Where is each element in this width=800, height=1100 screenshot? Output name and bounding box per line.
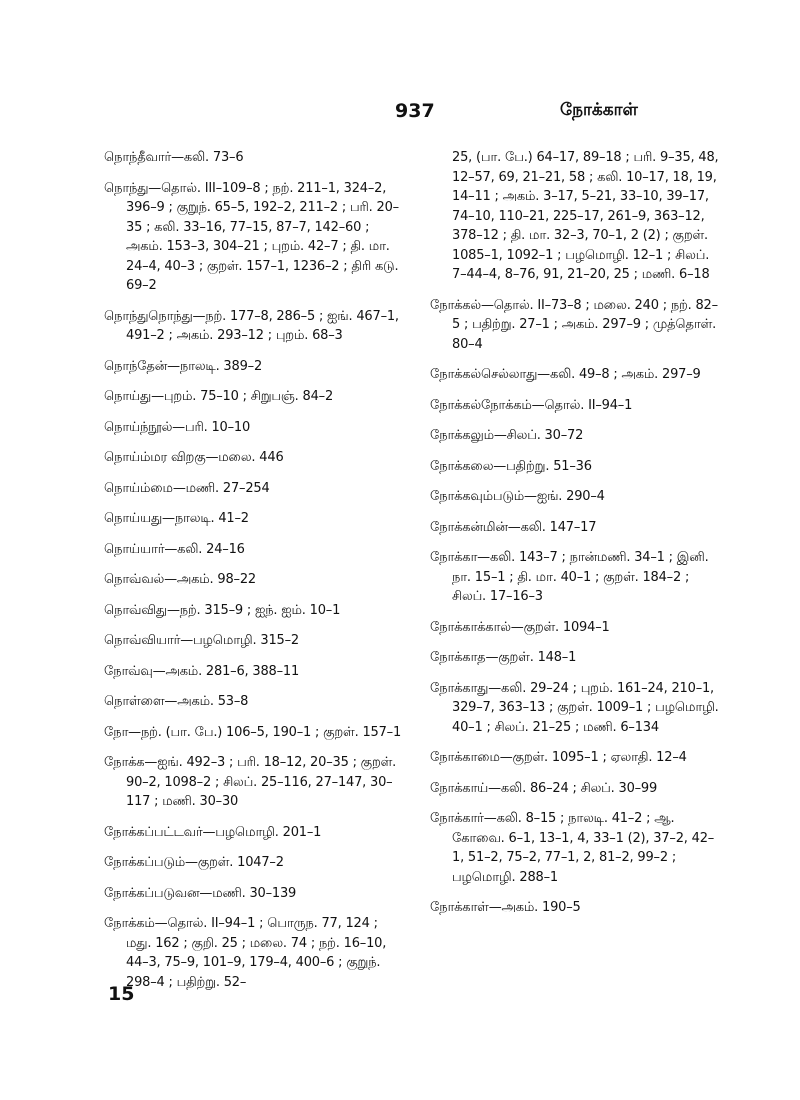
index-entry: நொய்து—புறம். 75–10 ; சிறுபஞ். 84–2 — [104, 389, 334, 404]
index-entry: நோக்காள்—அகம். 190–5 — [430, 900, 581, 915]
index-entry: நோக்கம்—தொல். II–94–1 ; பொருந. 77, 124 ; மது. 162 ; குறி. 25 ; மலை. 74 ; நற். 16–10, 44–3, 75–9, 101–9, 179–4, 400–6 ; குறுந். 298–4 ; பதிற்று. 52– — [104, 916, 387, 990]
index-entry: நோக்கன்மின்—கலி. 147–17 — [430, 519, 597, 535]
index-entry: நோவ்வு—அகம். 281–6, 388–11 — [104, 663, 300, 679]
index-entry: நோக்காத—குறள். 148–1 — [430, 650, 577, 665]
index-entry: நொவ்விது—நற். 315–9 ; ஐந். ஐம். 10–1 — [104, 602, 341, 618]
index-entry: நோக்கப்பட்டவர்—பழமொழி. 201–1 — [104, 824, 322, 840]
index-entry: நோக்கார்—கலி. 8–15 ; நாலடி. 41–2 ; ஆ. கோவை. 6–1, 13–1, 4, 33–1 (2), 37–2, 42–1, 51–2, 75–2, 77–1, 2, 81–2, 99–2 ; பழமொழி. 288–1 — [430, 811, 715, 885]
index-entry: நோக்கல்—தொல். II–73–8 ; மலை. 240 ; நற். 82–5 ; பதிற்று. 27–1 ; அகம். 297–9 ; முத்தொள். 80–4 — [430, 297, 718, 352]
right-column — [430, 148, 720, 929]
signature-number: 15 — [108, 983, 135, 1005]
index-entry: நோக்காமை—குறள். 1095–1 ; ஏலாதி. 12–4 — [430, 750, 687, 765]
index-entry: நோக்காக்கால்—குறள். 1094–1 — [430, 619, 610, 635]
index-entry: நோக்கப்படுவன—மணி. 30–139 — [104, 885, 297, 901]
index-entry: நோ—நற். (பா. பே.) 106–5, 190–1 ; குறள். 157–1 — [104, 724, 402, 740]
index-entry: நொவ்வல்—அகம். 98–22 — [104, 572, 256, 587]
index-entry: நொய்ம்மை—மணி. 27–254 — [104, 480, 270, 496]
index-entry: நோக்காய்—கலி. 86–24 ; சிலப். 30–99 — [430, 780, 658, 796]
index-entry: நோக்கல்செல்லாது—கலி. 49–8 ; அகம். 297–9 — [430, 367, 701, 382]
index-entry: நொந்தேன்—நாலடி. 389–2 — [104, 358, 263, 374]
index-entry: நோக்கல்நோக்கம்—தொல். II–94–1 — [430, 397, 633, 413]
index-entry: நொய்யார்—கலி. 24–16 — [104, 541, 245, 557]
index-entry: நொந்து—தொல். III–109–8 ; நற். 211–1, 324–2, 396–9 ; குறுந். 65–5, 192–2, 211–2 ; பரி. 20–35 ; கலி. 33–16, 77–15, 87–7, 142–60 ; அகம். 153–3, 304–21 ; புறம். 42–7 ; தி. மா. 24–4, 40–3 ; குறள். 157–1, 1236–2 ; திரி கடு. 69–2 — [104, 180, 399, 293]
left-column — [104, 148, 404, 1003]
index-entry: நோக்கலை—பதிற்று. 51–36 — [430, 458, 592, 474]
index-entry: நோக்கலும்—சிலப். 30–72 — [430, 428, 584, 443]
index-entry: நொய்ம்மர விறகு—மலை. 446 — [104, 450, 284, 465]
page-number: 937 — [395, 100, 435, 122]
index-entry: நொய்ந்நூல்—பரி. 10–10 — [104, 419, 251, 435]
index-entry: நோக்காது—கலி. 29–24 ; புறம். 161–24, 210–1, 329–7, 363–13 ; குறள். 1009–1 ; பழமொழி. 40–1 ; சிலப். 21–25 ; மணி. 6–134 — [430, 680, 719, 735]
index-entry: நோக்கவும்படும்—ஐங். 290–4 — [430, 489, 605, 504]
index-entry: நோக்கா—கலி. 143–7 ; நான்மணி. 34–1 ; இனி. நா. 15–1 ; தி. மா. 40–1 ; குறள். 184–2 ; சிலப். 17–16–3 — [430, 550, 709, 604]
index-entry: நோக்க—ஐங். 492–3 ; பரி. 18–12, 20–35 ; குறள். 90–2, 1098–2 ; சிலப். 25–116, 27–147, 30–117 ; மணி. 30–30 — [104, 755, 397, 809]
running-head: நோக்காள் — [560, 100, 638, 120]
index-entry: நொவ்வியார்—பழமொழி. 315–2 — [104, 633, 299, 648]
index-entry: நோக்கப்படும்—குறள். 1047–2 — [104, 855, 284, 870]
index-entry-continued: 25, (பா. பே.) 64–17, 89–18 ; பரி. 9–35, 48, 12–57, 69, 21–21, 58 ; கலி. 10–17, 18, 19, 14–11 ; அகம். 3–17, 5–21, 33–10, 39–17, 74–10, 110–21, 225–17, 261–9, 363–12, 378–12 ; தி. மா. 32–3, 70–1, 2 (2) ; குறள். 1085–1, 1092–1 ; பழமொழி. 12–1 ; சிலப். 7–44–4, 8–76, 91, 21–20, 25 ; மணி. 6–18 — [452, 150, 719, 282]
index-entry: நொய்யது—நாலடி. 41–2 — [104, 511, 249, 526]
index-entry: நொந்தீவார்—கலி. 73–6 — [104, 150, 244, 165]
index-entry: நொந்துநொந்து—நற். 177–8, 286–5 ; ஐங். 467–1, 491–2 ; அகம். 293–12 ; புறம். 68–3 — [104, 308, 399, 343]
index-entry: நொள்ளை—அகம். 53–8 — [104, 694, 249, 709]
